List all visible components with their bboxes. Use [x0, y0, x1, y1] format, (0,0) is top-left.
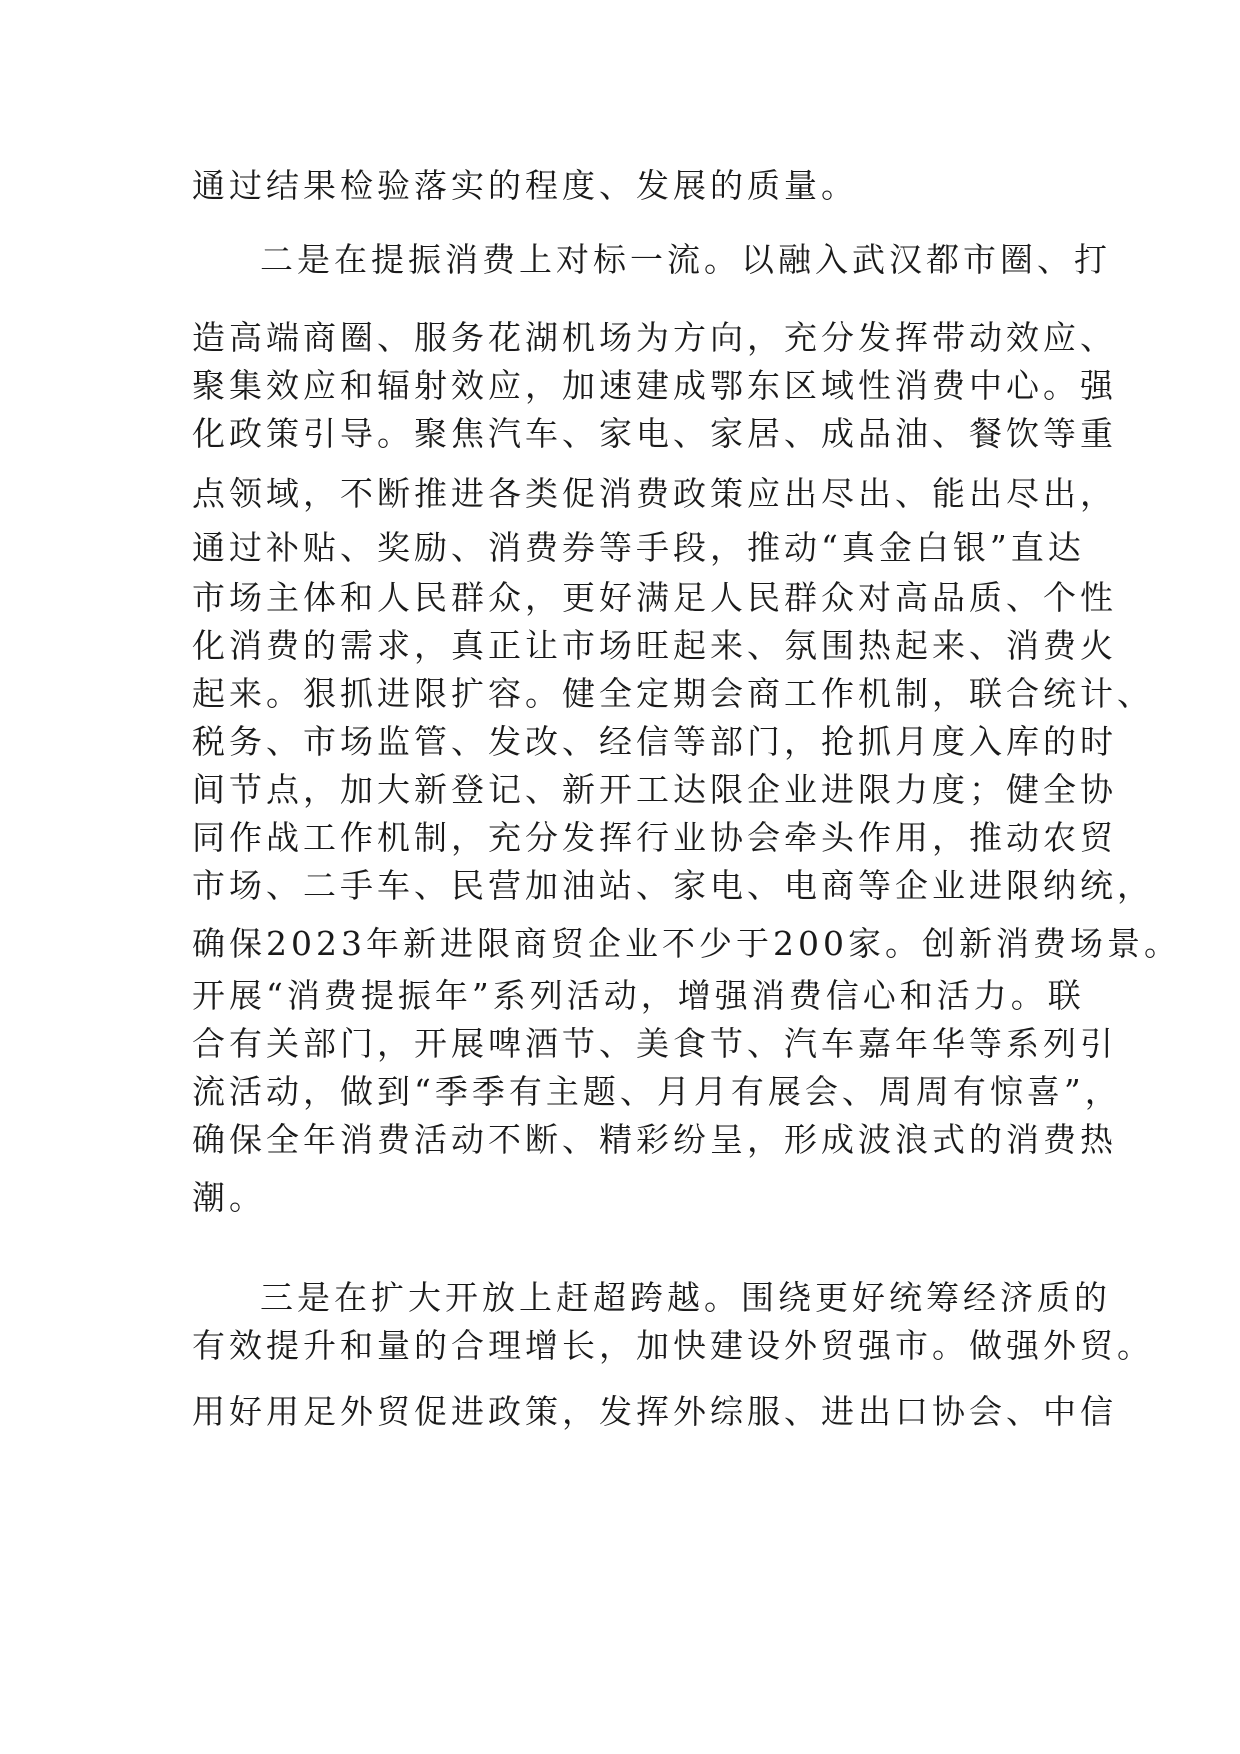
- text-line: 合有关部门，开展啤酒节、美食节、汽车嘉年华等系列引: [192, 1024, 1117, 1063]
- text-line: 市场、二手车、民营加油站、家电、电商等企业进限纳统，: [192, 866, 1154, 905]
- text-line: 税务、市场监管、发改、经信等部门，抢抓月度入库的时: [192, 722, 1117, 761]
- text-line: 通过补贴、奖励、消费券等手段，推动“真金白银”直达: [192, 528, 1085, 567]
- text-line: 潮。: [192, 1178, 266, 1217]
- paragraph-2-first-line: 二是在提振消费上对标一流。以融入武汉都市圈、打: [260, 240, 1111, 279]
- text-line: 化消费的需求，真正让市场旺起来、氛围热起来、消费火: [192, 626, 1117, 665]
- text-line: 起来。狠抓进限扩容。健全定期会商工作机制，联合统计、: [192, 674, 1154, 713]
- text-line: 间节点，加大新登记、新开工达限企业进限力度；健全协: [192, 770, 1117, 809]
- text-line: 有效提升和量的合理增长，加快建设外贸强市。做强外贸。: [192, 1326, 1154, 1365]
- text-line: 同作战工作机制，充分发挥行业协会牵头作用，推动农贸: [192, 818, 1117, 857]
- text-line: 通过结果检验落实的程度、发展的质量。: [192, 166, 858, 205]
- text-line: 化政策引导。聚焦汽车、家电、家居、成品油、餐饮等重: [192, 414, 1117, 453]
- text-line: 确保2023年新进限商贸企业不少于200家。创新消费场景。: [192, 924, 1181, 963]
- text-line: 造高端商圈、服务花湖机场为方向，充分发挥带动效应、: [192, 318, 1117, 357]
- text-line: 流活动，做到“季季有主题、月月有展会、周周有惊喜”，: [192, 1072, 1122, 1111]
- text-line: 市场主体和人民群众，更好满足人民群众对高品质、个性: [192, 578, 1117, 617]
- text-line: 用好用足外贸促进政策，发挥外综服、进出口协会、中信: [192, 1392, 1117, 1431]
- text-line: 确保全年消费活动不断、精彩纷呈，形成波浪式的消费热: [192, 1120, 1117, 1159]
- paragraph-3-first-line: 三是在扩大开放上赶超跨越。围绕更好统筹经济质的: [260, 1278, 1111, 1317]
- text-line: 点领域，不断推进各类促消费政策应出尽出、能出尽出，: [192, 474, 1117, 513]
- text-line: 开展“消费提振年”系列活动，增强消费信心和活力。联: [192, 976, 1085, 1015]
- text-line: 聚集效应和辐射效应，加速建成鄂东区域性消费中心。强: [192, 366, 1117, 405]
